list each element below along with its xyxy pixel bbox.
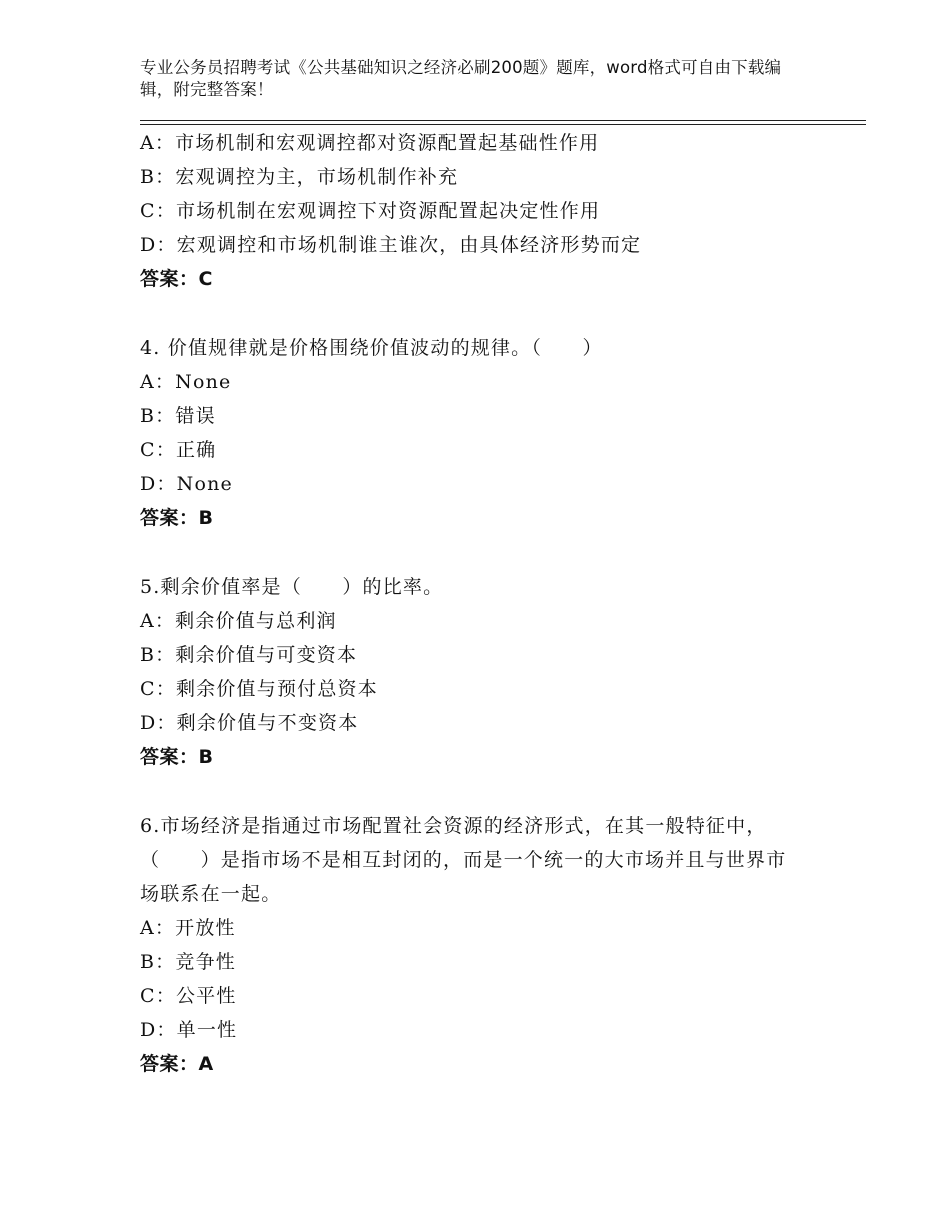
option-d: D：宏观调控和市场机制谁主谁次，由具体经济形势而定 bbox=[140, 234, 642, 256]
question-block-4 bbox=[140, 331, 820, 535]
option-d: D：剩余价值与不变资本 bbox=[140, 712, 359, 734]
question-list bbox=[140, 126, 820, 1081]
option-c: C：公平性 bbox=[140, 985, 237, 1007]
spacer bbox=[140, 296, 820, 331]
answer-label: 答案：C bbox=[140, 268, 213, 290]
spacer bbox=[140, 774, 820, 809]
answer-label: 答案：A bbox=[140, 1053, 214, 1075]
spacer bbox=[140, 535, 820, 570]
option-b: B：宏观调控为主，市场机制作补充 bbox=[140, 166, 459, 188]
option-c: C：剩余价值与预付总资本 bbox=[140, 678, 378, 700]
option-b: B：剩余价值与可变资本 bbox=[140, 644, 358, 666]
answer-label: 答案：B bbox=[140, 507, 214, 529]
question-stem: 6.市场经济是指通过市场配置社会资源的经济形式，在其一般特征中，（ ）是指市场不是相互封闭的，而是一个统一的大市场并且与世界市场联系在一起。 bbox=[140, 815, 787, 905]
question-stem: 5.剩余价值率是（ ）的比率。 bbox=[140, 576, 444, 598]
option-b: B：竞争性 bbox=[140, 951, 236, 973]
answer-label: 答案：B bbox=[140, 746, 214, 768]
option-c: C：正确 bbox=[140, 439, 217, 461]
question-block-3 bbox=[140, 126, 820, 296]
option-d: D：单一性 bbox=[140, 1019, 238, 1041]
option-d: D：None bbox=[140, 473, 233, 495]
option-a: A：开放性 bbox=[140, 917, 236, 939]
option-a: A：None bbox=[140, 371, 232, 393]
option-a: A：剩余价值与总利润 bbox=[140, 610, 337, 632]
option-a: A：市场机制和宏观调控都对资源配置起基础性作用 bbox=[140, 132, 600, 154]
header-rule-top bbox=[140, 120, 866, 121]
option-b: B：错误 bbox=[140, 405, 216, 427]
question-stem: 4. 价值规律就是价格围绕价值波动的规律。（ ） bbox=[140, 337, 603, 359]
question-block-5 bbox=[140, 570, 820, 774]
question-block-6 bbox=[140, 809, 820, 1081]
option-c: C：市场机制在宏观调控下对资源配置起决定性作用 bbox=[140, 200, 601, 222]
header-rule-bottom bbox=[140, 124, 866, 125]
document-header: 专业公务员招聘考试《公共基础知识之经济必刷200题》题库，word格式可自由下载编辑，附完整答案！ bbox=[140, 58, 782, 99]
